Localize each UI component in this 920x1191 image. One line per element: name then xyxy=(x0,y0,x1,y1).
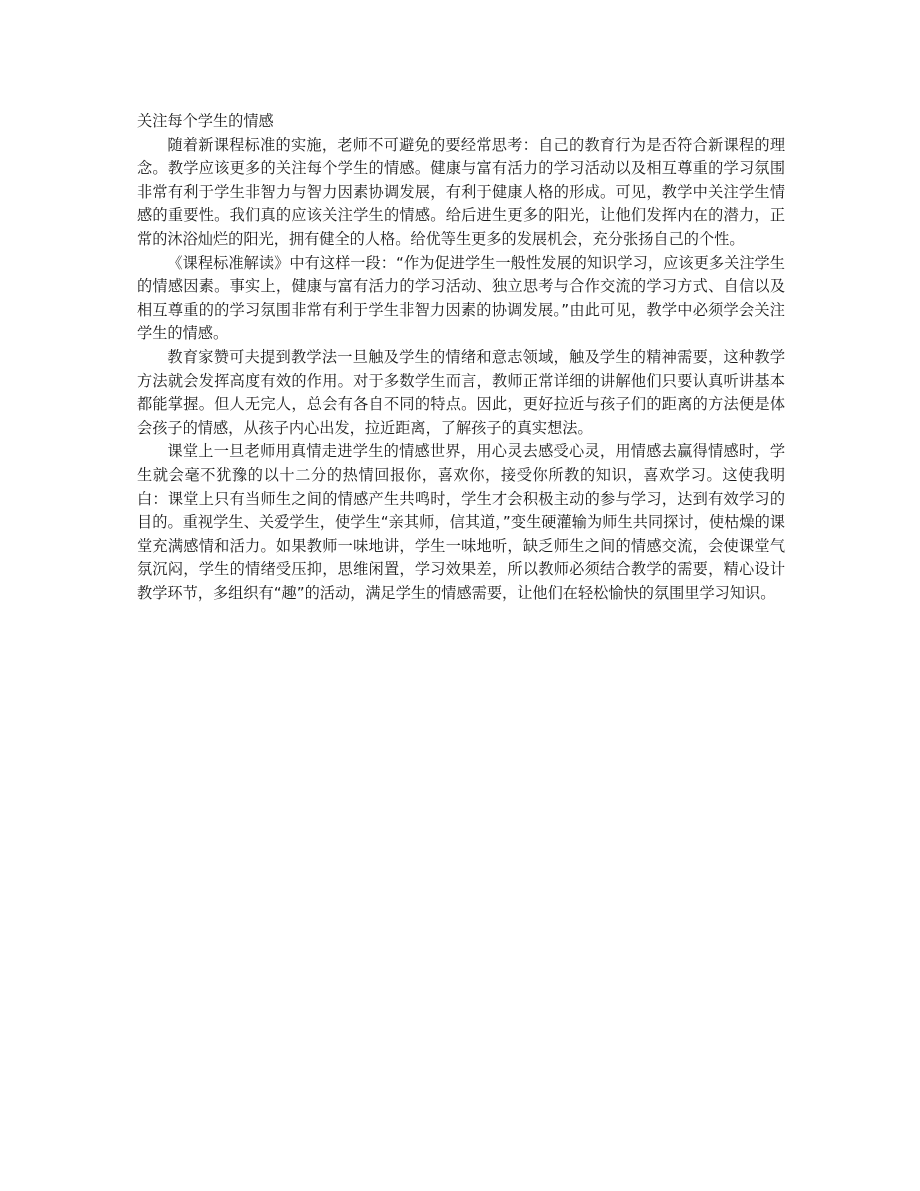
document-body xyxy=(137,110,785,605)
paragraph-3: 教育家赞可夫提到教学法一旦触及学生的情绪和意志领域，触及学生的精神需要，这种教学方法就会发挥高度有效的作用。对于多数学生而言，教师正常详细的讲解他们只要认真听讲基本都能掌握。但人无完人，总会有各自不同的特点。因此，更好拉近与孩子们的距离的方法便是体会孩子的情感，从孩子内心出发，拉近距离，了解孩子的真实想法。 xyxy=(137,347,785,437)
paragraph-1: 随着新课程标准的实施，老师不可避免的要经常思考：自己的教育行为是否符合新课程的理念。教学应该更多的关注每个学生的情感。健康与富有活力的学习活动以及相互尊重的学习氛围非常有利于学生非智力与智力因素协调发展，有利于健康人格的形成。可见，教学中关注学生情感的重要性。我们真的应该关注学生的情感。给后进生更多的阳光，让他们发挥内在的潜力，正常的沐浴灿烂的阳光，拥有健全的人格。给优等生更多的发展机会，充分张扬自己的个性。 xyxy=(137,135,785,248)
document-title: 关注每个学生的情感 xyxy=(137,112,274,130)
paragraph-4: 课堂上一旦老师用真情走进学生的情感世界，用心灵去感受心灵，用情感去赢得情感时，学生就会毫不犹豫的以十二分的热情回报你，喜欢你，接受你所教的知识，喜欢学习。这使我明白：课堂上只有当师生之间的情感产生共鸣时，学生才会积极主动的参与学习，达到有效学习的目的。重视学生、关爱学生，使学生“亲其师，信其道，”变生硬灌输为师生共同探讨，使枯燥的课堂充满感情和活力。如果教师一味地讲，学生一味地听，缺乏师生之间的情感交流，会使课堂气氛沉闷，学生的情绪受压抑，思维闲置，学习效果差，所以教师必须结合教学的需要，精心设计教学环节，多组织有“趣”的活动，满足学生的情感需要，让他们在轻松愉快的氛围里学习知识。 xyxy=(137,442,785,602)
paragraph-2: 《课程标准解读》中有这样一段：“作为促进学生一般性发展的知识学习，应该更多关注学生的情感因素。事实上，健康与富有活力的学习活动、独立思考与合作交流的学习方式、自信以及相互尊重的的学习氛围非常有利于学生非智力因素的协调发展。”由此可见，教学中必须学会关注学生的情感。 xyxy=(137,253,785,343)
